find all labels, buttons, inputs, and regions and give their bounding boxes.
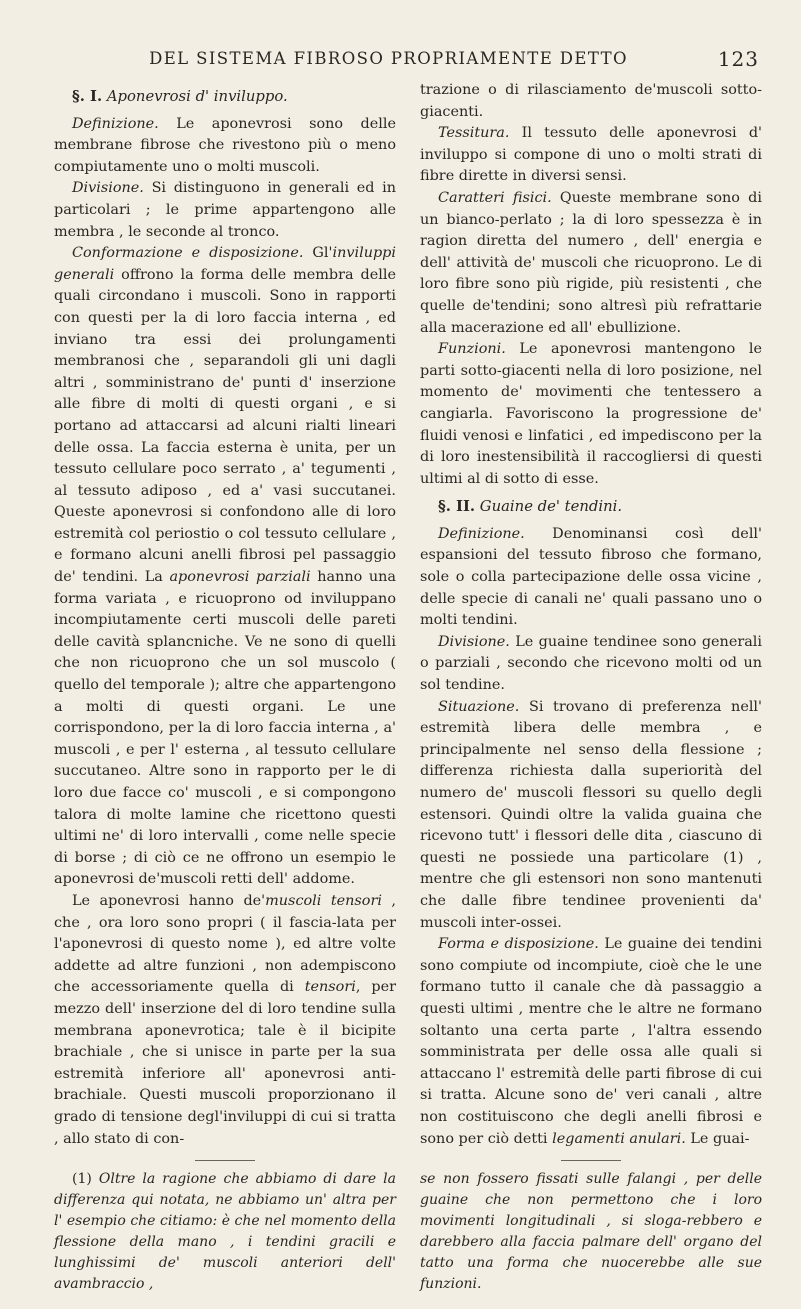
paragraph-lead: Caratteri fisici. bbox=[438, 189, 552, 206]
paragraph-lead: Situazione. bbox=[438, 698, 520, 715]
section-heading-aponevrosi bbox=[54, 86, 396, 108]
section-title: Guaine de' tendini. bbox=[479, 498, 623, 516]
paragraph-divisione bbox=[54, 178, 396, 243]
section-heading-guaine bbox=[420, 496, 762, 518]
paragraph-divisione-2 bbox=[420, 632, 762, 697]
paragraph-text: hanno una forma variata , e ricuoprono od inviluppano incompiutamente certi muscoli delle pareti delle cavità splancniche. Ve ne sono di quelli che non ricuoprono che un sol muscolo ( quello del temporale ); altre che appartengono a molti di questi organi. Le une corrispondono, per la di loro faccia interna , a' muscoli , e per l' esterna , al tessuto cellulare succutaneo. Altre sono in rapporto per le di loro due facce co' muscoli , e si compongono talora di molte lamine che ricettono questi ultimi ne' di loro intervalli , come nelle specie di borse ; di ciò ce ne offrono un esempio le aponevrosi de'muscoli retti dell' addome. bbox=[54, 569, 396, 888]
footnote-left bbox=[54, 1169, 396, 1295]
paragraph-lead: Conformazione e disposizione. bbox=[72, 245, 304, 262]
footnote-separator bbox=[561, 1160, 621, 1161]
left-column bbox=[54, 80, 396, 1295]
page-number: 123 bbox=[717, 47, 759, 71]
emphasis-term: inviluppi generali bbox=[54, 245, 396, 283]
footnote-mark: (1) bbox=[72, 1171, 92, 1188]
paragraph-definizione bbox=[54, 114, 396, 179]
paragraph-lead: Definizione. bbox=[438, 525, 525, 542]
footnote-separator bbox=[195, 1160, 255, 1161]
paragraph-lead: Divisione. bbox=[72, 180, 144, 197]
right-column bbox=[420, 80, 762, 1295]
emphasis-term: muscoli tensori bbox=[265, 892, 382, 909]
text-columns bbox=[54, 80, 763, 1295]
paragraph-definizione-2 bbox=[420, 524, 762, 632]
paragraph-continuation: trazione o di rilasciamento de'muscoli sotto-giacenti. bbox=[420, 82, 762, 120]
paragraph-funzioni bbox=[420, 339, 762, 490]
footnote-text: Oltre la ragione che abbiamo di dare la differenza qui notata, ne abbiamo un' altra per l' esempio che citiamo: è che nel momento della flessione della mano , i tendini gracili e lunghissimi de' muscoli anteriori dell' avambraccio , bbox=[54, 1171, 397, 1293]
paragraph-forma bbox=[420, 934, 762, 1150]
paragraph-text: , che , ora loro sono propri ( il fascia-lata per l'aponevrosi di questo nome ), ed altre volte addette ad altre funzioni , non adempiscono che accessoriamente quella di bbox=[54, 892, 397, 996]
paragraph-lead: Forma e disposizione. bbox=[438, 936, 599, 953]
paragraph-lead: Tessitura. bbox=[438, 125, 510, 142]
paragraph-text: Queste membrane sono di un bianco-perlato ; la di loro spessezza è in ragion diretta del numero , dell' energia e dell' attività de' muscoli che ricuoprono. Le di loro fibre sono più rigide, più resistenti , che quelle de'tendini; sono altresì più refrattarie alla macerazione ed all' ebullizione. bbox=[420, 189, 762, 336]
paragraph-text: offrono la forma delle membra delle quali circondano i muscoli. Sono in rapporti con questi per la di loro faccia interna , ed inviano tra essi dei prolungamenti membranosi che , separandoli gli uni dagli altri , somministrano de' punti d' inserzione alle fibre di molti di questi organi , e si portano ad attaccarsi ad alcuni rialti lineari delle ossa. La faccia esterna è unita, per un tessuto cellulare poco serrato , a' tegumenti , al tessuto adiposo , ed a' vasi succutanei. Queste aponevrosi si confondono alle di loro estremità col periostio o col tessuto cellulare , e formano alcuni anelli fibrosi pel passaggio de' tendini. La bbox=[54, 266, 396, 586]
paragraph-text: Le guai- bbox=[685, 1130, 750, 1147]
footnote-text: se non fossero fissati sulle falangi , per delle guaine che non permettono che i loro movimenti longitudinali , si sloga-rebbero e darebbero alla faccia palmare dell' organo del tatto una forma che nuocerebbe alle sue funzioni. bbox=[420, 1171, 762, 1293]
emphasis-term: legamenti anulari. bbox=[552, 1130, 686, 1147]
paragraph-situazione bbox=[420, 697, 762, 935]
paragraph-lead: Divisione. bbox=[438, 633, 510, 650]
paragraph-text: , per mezzo dell' inserzione del di loro tendine sulla membrana aponevrotica; tale è il bicipite brachiale , che si unisce in parte per la sua estremità inferiore all' aponevrosi anti-brachiale. Questi muscoli proporzionano il grado di tensione degl'inviluppi di cui si tratta , allo stato di con- bbox=[54, 979, 396, 1147]
paragraph-text: Le aponevrosi mantengono le parti sotto-giacenti nella di loro posizione, nel momento de' movimenti che tentessero a cangiarla. Favoriscono la progressione de' fluidi venosi e linfatici , ed impediscono per la di loro inestensibilità il raccogliersi di questi ultimi al di sotto di esse. bbox=[420, 341, 762, 487]
section-number: §. II. bbox=[438, 498, 476, 516]
paragraph-tessitura bbox=[420, 123, 762, 188]
paragraph-text: Le aponevrosi hanno de' bbox=[72, 892, 266, 909]
emphasis-term: tensori bbox=[304, 979, 356, 996]
paragraph-caratteri bbox=[420, 188, 762, 339]
paragraph-text: Il tessuto delle aponevrosi d' inviluppo si compone di uno o molti strati di fibre dirette in diversi sensi. bbox=[420, 125, 762, 185]
paragraph-lead: Definizione. bbox=[72, 115, 159, 132]
paragraph-text: Gl' bbox=[303, 245, 333, 262]
paragraph-text: Denominansi così dell' espansioni del tessuto fibroso che formano, sole o colla partecipazione delle ossa vicine , delle specie di canali ne' quali passano uno o molti tendini. bbox=[420, 525, 762, 629]
section-number: §. I. bbox=[72, 88, 103, 105]
running-head bbox=[54, 42, 763, 76]
paragraph-text: Si distinguono in generali ed in particolari ; le prime appartengono alle membra , le seconde al tronco. bbox=[54, 180, 396, 240]
paragraph-conformazione bbox=[54, 243, 396, 891]
running-title: DEL SISTEMA FIBROSO PROPRIAMENTE DETTO bbox=[149, 49, 628, 68]
paragraph-text: Le aponevrosi sono delle membrane fibrose che rivestono più o meno compiutamente uno o molti muscoli. bbox=[54, 115, 396, 175]
emphasis-term: aponevrosi parziali bbox=[169, 569, 311, 586]
footnote-right bbox=[420, 1169, 762, 1295]
paragraph-text: Le guaine dei tendini sono compiute od incompiute, cioè che le une formano tutto il canale che dà passaggio a questi ultimi , mentre che le altre ne formano soltanto una certa parte , l'altra essendo somministrata per delle ossa alle quali si attaccano l' estremità delle parti fibrose di cui si tratta. Alcune sono de' veri canali , altre non costituiscono che degli anelli fibrosi e sono per ciò detti bbox=[420, 936, 762, 1147]
paragraph-text: Si trovano di preferenza nell' estremità libera delle membra , e principalmente nel senso della flessione ; differenza richiesta dalla superiorità del numero de' muscoli flessori su quello degli estensori. Quindi oltre la valida guaina che ricevono tutt' i flessori delle dita , ciascuno di questi ne possiede una particolare (1) , mentre che gli estensori non sono mantenuti che dalle fibre tendinee provenienti da' muscoli inter-ossei. bbox=[420, 698, 762, 931]
paragraph-text: Le guaine tendinee sono generali o parziali , secondo che ricevono molti od un sol tendine. bbox=[420, 633, 762, 694]
paragraph-tensori bbox=[54, 891, 396, 1150]
paragraph-lead: Funzioni. bbox=[438, 341, 506, 358]
section-title: Aponevrosi d' inviluppo. bbox=[106, 88, 288, 105]
